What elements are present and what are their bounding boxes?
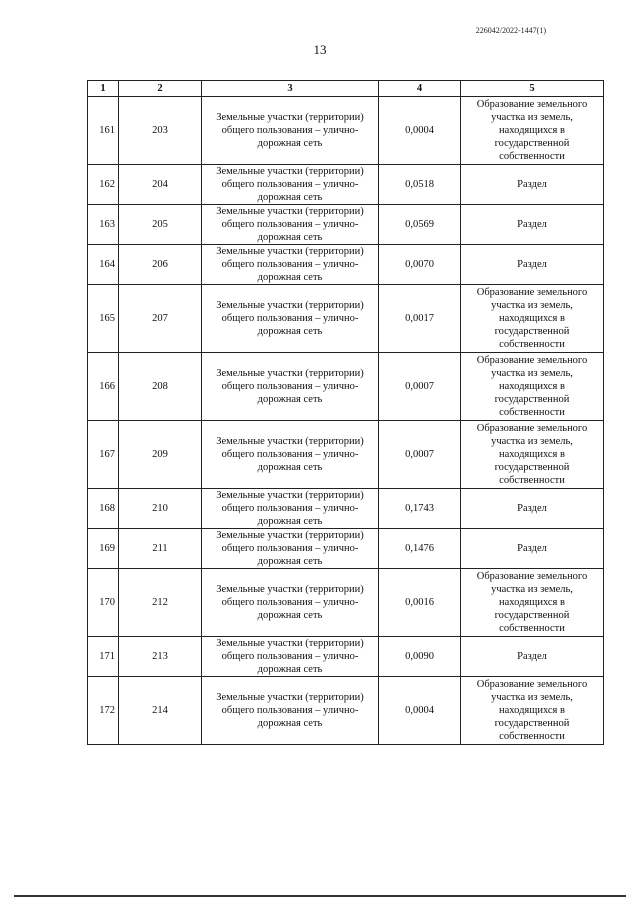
- row-number: 163: [88, 205, 119, 245]
- plot-kind: Земельные участки (территории) общего пользования – улично-дорожная сеть: [202, 529, 379, 569]
- row-number: 162: [88, 165, 119, 205]
- plot-area: 0,0569: [379, 205, 461, 245]
- plot-kind: Земельные участки (территории) общего пользования – улично-дорожная сеть: [202, 489, 379, 529]
- plot-kind: Земельные участки (территории) общего пользования – улично-дорожная сеть: [202, 353, 379, 421]
- plot-area: 0,0004: [379, 677, 461, 745]
- page-number: 13: [313, 42, 327, 57]
- table-row: [88, 421, 604, 489]
- column-header-4: 4: [379, 81, 461, 97]
- plot-kind: Земельные участки (территории) общего пользования – улично-дорожная сеть: [202, 245, 379, 285]
- plot-id: 208: [119, 353, 202, 421]
- table-row: [88, 569, 604, 637]
- plot-id: 211: [119, 529, 202, 569]
- row-number: 168: [88, 489, 119, 529]
- scan-bottom-edge-line: [14, 895, 626, 897]
- table-row: [88, 165, 604, 205]
- row-number: 167: [88, 421, 119, 489]
- formation-method: Образование земельного участка из земель, находящихся в государственной собственности: [461, 97, 604, 165]
- formation-method: Раздел: [461, 165, 604, 205]
- plot-kind: Земельные участки (территории) общего пользования – улично-дорожная сеть: [202, 569, 379, 637]
- plot-area: 0,0070: [379, 245, 461, 285]
- plot-kind: Земельные участки (территории) общего пользования – улично-дорожная сеть: [202, 165, 379, 205]
- table-row: [88, 205, 604, 245]
- row-number: 164: [88, 245, 119, 285]
- plot-id: 213: [119, 637, 202, 677]
- formation-method: Образование земельного участка из земель, находящихся в государственной собственности: [461, 569, 604, 637]
- plot-area: 0,0016: [379, 569, 461, 637]
- plot-kind: Земельные участки (территории) общего пользования – улично-дорожная сеть: [202, 205, 379, 245]
- document-id: 226042/2022-1447(1): [475, 26, 546, 35]
- plot-area: 0,0007: [379, 421, 461, 489]
- plot-id: 214: [119, 677, 202, 745]
- formation-method: Раздел: [461, 245, 604, 285]
- formation-method: Образование земельного участка из земель, находящихся в государственной собственности: [461, 285, 604, 353]
- plot-id: 205: [119, 205, 202, 245]
- table-row: [88, 529, 604, 569]
- plot-id: 210: [119, 489, 202, 529]
- plot-id: 207: [119, 285, 202, 353]
- plot-area: 0,0518: [379, 165, 461, 205]
- plot-area: 0,0090: [379, 637, 461, 677]
- formation-method: Раздел: [461, 529, 604, 569]
- formation-method: Образование земельного участка из земель, находящихся в государственной собственности: [461, 353, 604, 421]
- plot-kind: Земельные участки (территории) общего пользования – улично-дорожная сеть: [202, 97, 379, 165]
- table-row: [88, 489, 604, 529]
- row-number: 165: [88, 285, 119, 353]
- plot-kind: Земельные участки (территории) общего пользования – улично-дорожная сеть: [202, 677, 379, 745]
- table-row: [88, 97, 604, 165]
- plot-area: 0,0017: [379, 285, 461, 353]
- plot-id: 212: [119, 569, 202, 637]
- row-number: 169: [88, 529, 119, 569]
- plot-area: 0,1743: [379, 489, 461, 529]
- plot-id: 203: [119, 97, 202, 165]
- table-row: [88, 285, 604, 353]
- table-row: [88, 677, 604, 745]
- table-row: [88, 245, 604, 285]
- table-row: [88, 353, 604, 421]
- land-plots-table: [87, 80, 604, 745]
- row-number: 171: [88, 637, 119, 677]
- plot-id: 209: [119, 421, 202, 489]
- formation-method: Образование земельного участка из земель, находящихся в государственной собственности: [461, 421, 604, 489]
- formation-method: Раздел: [461, 489, 604, 529]
- row-number: 172: [88, 677, 119, 745]
- plot-kind: Земельные участки (территории) общего пользования – улично-дорожная сеть: [202, 421, 379, 489]
- row-number: 161: [88, 97, 119, 165]
- column-header-2: 2: [119, 81, 202, 97]
- table-row: [88, 637, 604, 677]
- plot-id: 204: [119, 165, 202, 205]
- plot-area: 0,1476: [379, 529, 461, 569]
- row-number: 166: [88, 353, 119, 421]
- table-header-row: [88, 81, 604, 97]
- column-header-3: 3: [202, 81, 379, 97]
- plot-kind: Земельные участки (территории) общего пользования – улично-дорожная сеть: [202, 285, 379, 353]
- formation-method: Раздел: [461, 637, 604, 677]
- plot-area: 0,0004: [379, 97, 461, 165]
- row-number: 170: [88, 569, 119, 637]
- plot-id: 206: [119, 245, 202, 285]
- plot-area: 0,0007: [379, 353, 461, 421]
- column-header-5: 5: [461, 81, 604, 97]
- formation-method: Образование земельного участка из земель, находящихся в государственной собственности: [461, 677, 604, 745]
- column-header-1: 1: [88, 81, 119, 97]
- formation-method: Раздел: [461, 205, 604, 245]
- plot-kind: Земельные участки (территории) общего пользования – улично-дорожная сеть: [202, 637, 379, 677]
